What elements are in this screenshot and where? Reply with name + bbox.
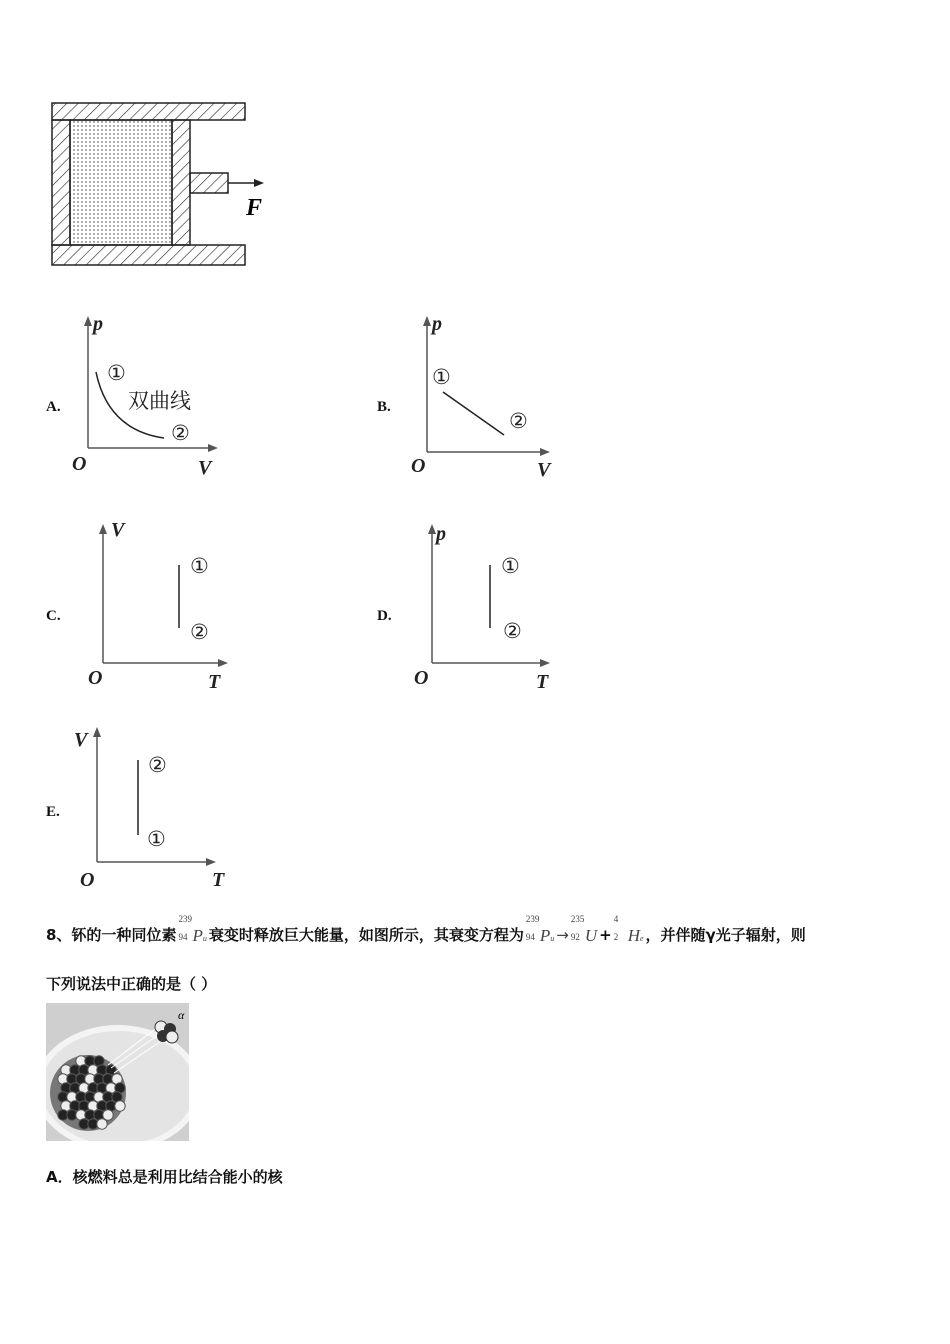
alpha-decay-nucleus-image	[46, 1003, 189, 1141]
svg-text:T: T	[208, 671, 221, 693]
nucleon	[115, 1101, 125, 1111]
svg-text:①: ①	[432, 365, 451, 389]
svg-text:①: ①	[107, 361, 126, 385]
svg-text:p: p	[93, 313, 103, 335]
svg-text:V: V	[198, 457, 212, 479]
svg-text:①: ①	[190, 554, 209, 578]
option-e-label: E.	[46, 804, 60, 820]
svg-text:V: V	[111, 519, 125, 541]
svg-text:双曲线: 双曲线	[128, 389, 191, 413]
option-c-label: C.	[46, 608, 61, 624]
svg-text:②: ②	[509, 409, 528, 433]
question-8-text: 8、钚的一种同位素 239 94 Pu 衰变时释放巨大能量，如图所示，其衰变方程为 239 94 Pu → 235 92 U + 4 2 He ，并伴随γ光子辐射，则	[46, 913, 806, 945]
svg-text:p: p	[436, 523, 446, 545]
svg-text:p: p	[432, 313, 442, 335]
nucleon	[97, 1119, 107, 1129]
svg-text:②: ②	[503, 619, 522, 643]
svg-text:T: T	[212, 869, 225, 891]
svg-text:O: O	[414, 667, 429, 689]
svg-text:α: α	[178, 1008, 185, 1022]
svg-text:①: ①	[147, 827, 166, 851]
option-a-text: A．核燃料总是利用比结合能小的核	[46, 1168, 283, 1186]
svg-text:T: T	[536, 671, 549, 693]
svg-text:②: ②	[190, 620, 209, 644]
svg-text:V: V	[537, 459, 551, 481]
force-label: F	[246, 195, 263, 221]
svg-text:O: O	[80, 869, 95, 891]
svg-text:V: V	[74, 729, 88, 751]
svg-text:①: ①	[501, 554, 520, 578]
nucleon	[103, 1110, 113, 1120]
question-8-line2: 下列说法中正确的是（ ）	[46, 975, 217, 993]
svg-text:②: ②	[171, 421, 190, 445]
svg-text:O: O	[72, 453, 87, 475]
option-d-label: D.	[377, 608, 392, 624]
svg-text:O: O	[88, 667, 103, 689]
svg-text:O: O	[411, 455, 426, 477]
option-b-label: B.	[377, 399, 391, 415]
svg-text:②: ②	[148, 753, 167, 777]
option-a-label: A.	[46, 399, 61, 415]
